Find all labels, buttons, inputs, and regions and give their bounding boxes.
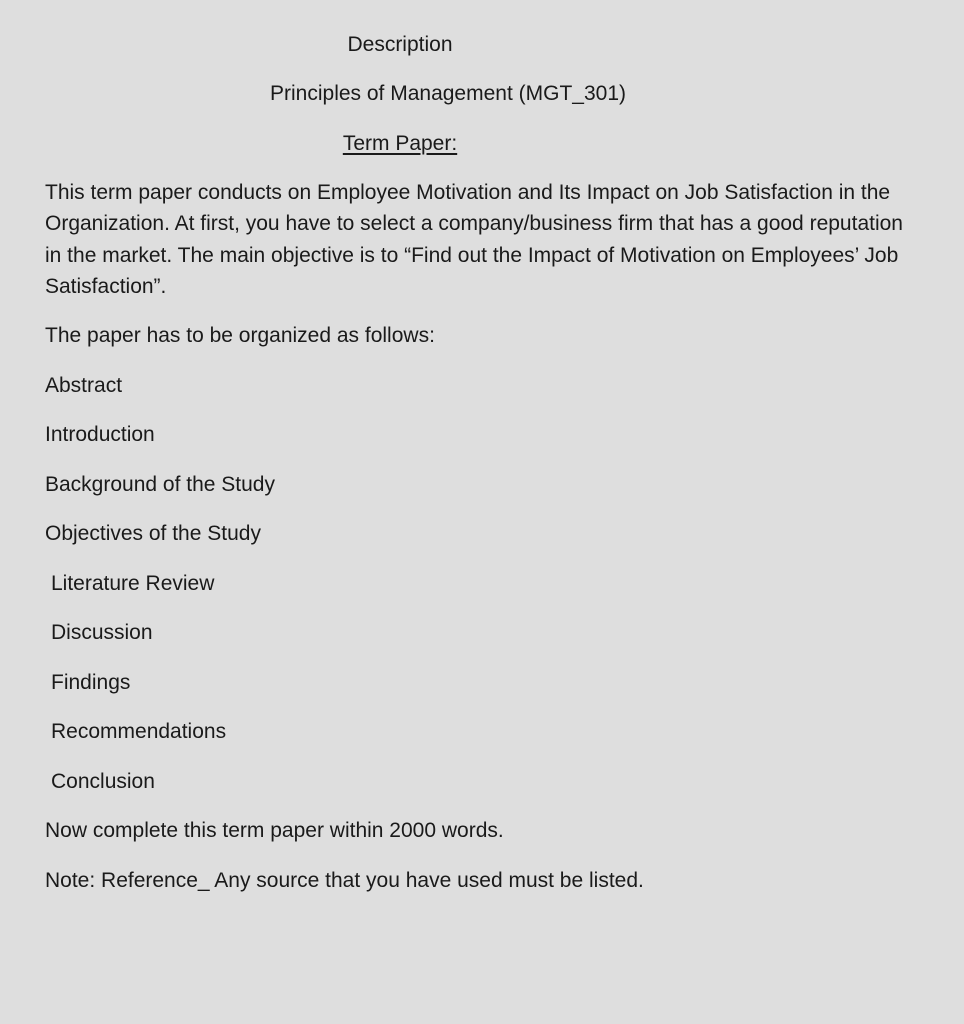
intro-paragraph: This term paper conducts on Employee Motivation and Its Impact on Job Satisfaction in the Organization. At first, you have to select a company/business firm that has a good reputation in the market. The main objective is to “Find out the Impact of Motivation on Employees’ Job Satisfaction”. xyxy=(45,181,903,298)
description-heading: Description xyxy=(347,33,453,56)
section-item-background: Background of the Study xyxy=(45,473,275,496)
section-item-introduction: Introduction xyxy=(45,423,155,446)
section-item-discussion: Discussion xyxy=(51,621,153,644)
reference-note: Note: Reference_ Any source that you have used must be listed. xyxy=(45,869,644,892)
course-title: Principles of Management (MGT_301) xyxy=(270,82,626,105)
section-item-abstract: Abstract xyxy=(45,374,123,397)
section-item-literature-review: Literature Review xyxy=(51,572,215,595)
term-paper-heading: Term Paper: xyxy=(342,132,458,155)
section-item-recommendations: Recommendations xyxy=(51,720,227,743)
section-item-conclusion: Conclusion xyxy=(51,770,155,793)
section-item-findings: Findings xyxy=(51,671,131,694)
organization-note: The paper has to be organized as follows: xyxy=(45,324,435,347)
section-item-objectives: Objectives of the Study xyxy=(45,522,261,545)
word-limit-instruction: Now complete this term paper within 2000 words. xyxy=(45,819,504,842)
